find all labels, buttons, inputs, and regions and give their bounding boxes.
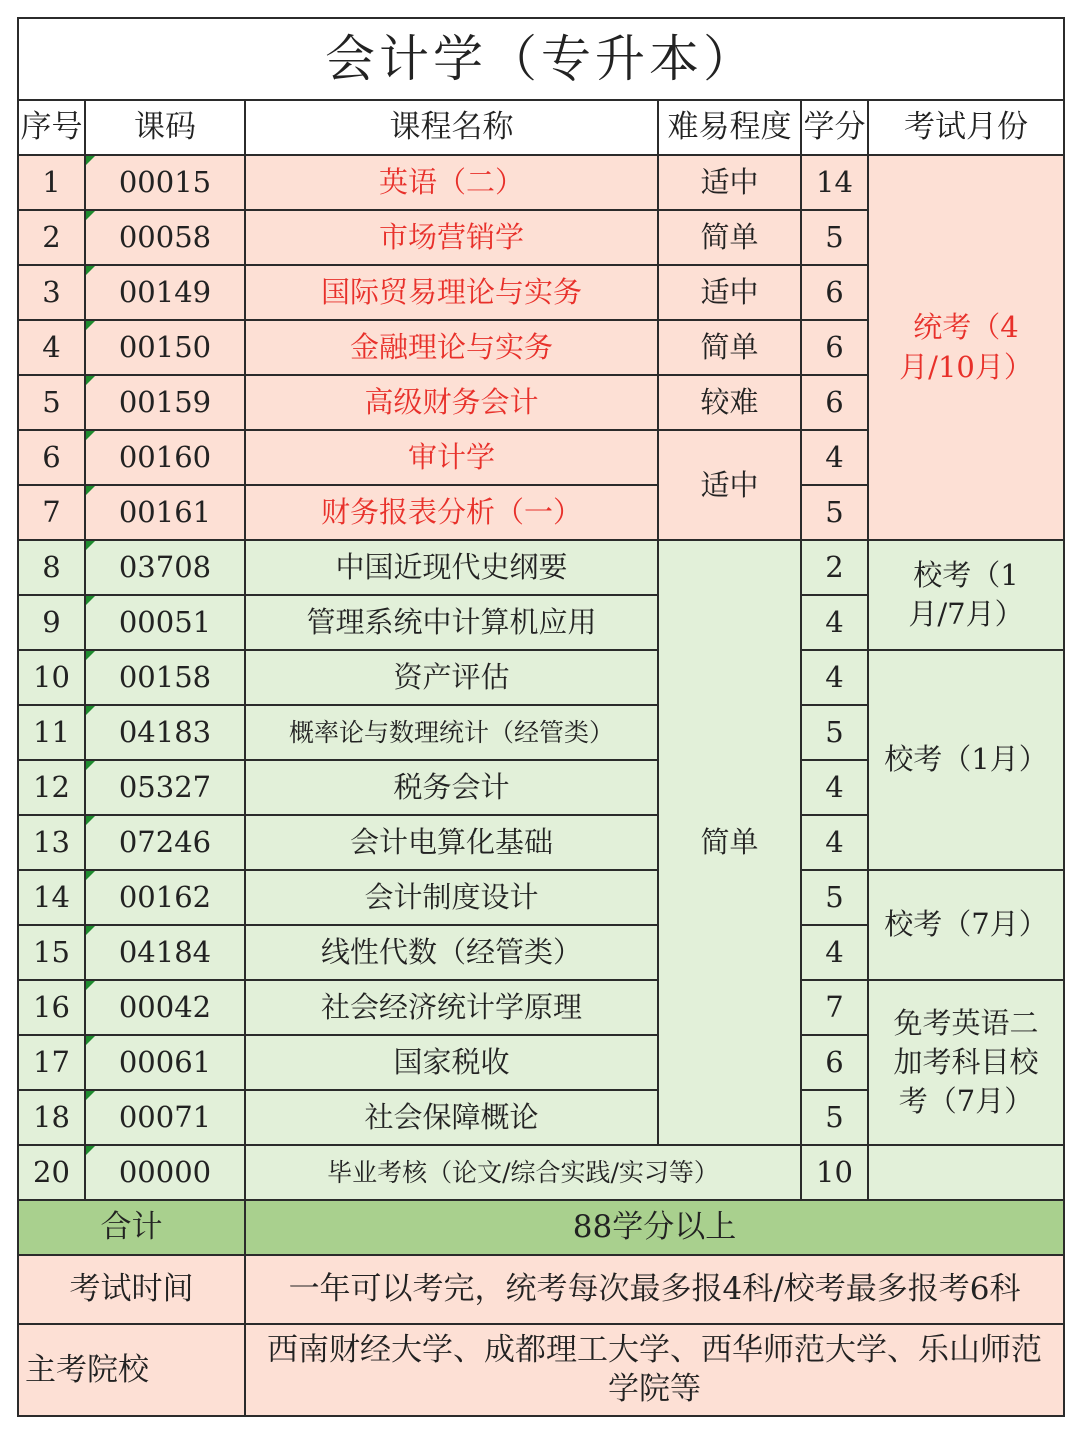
row-difficulty: 适中 (658, 430, 801, 540)
table-row (18, 650, 1064, 705)
table-row (18, 1145, 1064, 1200)
row-code: 00015 (85, 155, 245, 210)
row-code: 03708 (85, 540, 245, 595)
cell-marker-icon (86, 486, 95, 495)
cell-marker-icon (86, 1036, 95, 1045)
table-title: 会计学（专升本） (18, 18, 1064, 100)
row-code: 00159 (85, 375, 245, 430)
cell-marker-icon (86, 431, 95, 440)
row-code: 04184 (85, 925, 245, 980)
row-name: 国际贸易理论与实务 (245, 265, 658, 320)
cell-marker-icon (86, 926, 95, 935)
school-row (18, 1324, 1064, 1416)
row-credit: 4 (801, 595, 868, 650)
row-name: 高级财务会计 (245, 375, 658, 430)
row-name: 中国近现代史纲要 (245, 540, 658, 595)
exam-time-label: 考试时间 (18, 1255, 245, 1324)
cell-marker-icon (86, 1091, 95, 1100)
row-no: 20 (18, 1145, 85, 1200)
row-credit: 6 (801, 375, 868, 430)
row-name: 财务报表分析（一） (245, 485, 658, 540)
row-no: 10 (18, 650, 85, 705)
row-difficulty: 简单 (658, 540, 801, 1145)
row-name: 资产评估 (245, 650, 658, 705)
cell-marker-icon (86, 816, 95, 825)
row-code: 07246 (85, 815, 245, 870)
row-no: 5 (18, 375, 85, 430)
row-no: 9 (18, 595, 85, 650)
row-credit: 5 (801, 870, 868, 925)
row-credit: 5 (801, 705, 868, 760)
row-difficulty: 适中 (658, 265, 801, 320)
row-difficulty: 较难 (658, 375, 801, 430)
exam-month-unified: 统考（4月/10月） (868, 155, 1064, 540)
row-credit: 6 (801, 265, 868, 320)
row-name: 金融理论与实务 (245, 320, 658, 375)
table-row (18, 540, 1064, 595)
cell-marker-icon (86, 871, 95, 880)
row-credit: 4 (801, 760, 868, 815)
row-credit: 5 (801, 210, 868, 265)
row-code: 00042 (85, 980, 245, 1035)
row-credit: 4 (801, 650, 868, 705)
row-difficulty: 简单 (658, 320, 801, 375)
cell-marker-icon (86, 321, 95, 330)
row-no: 11 (18, 705, 85, 760)
total-label: 合计 (18, 1200, 245, 1255)
row-credit: 4 (801, 430, 868, 485)
row-no: 7 (18, 485, 85, 540)
cell-marker-icon (86, 706, 95, 715)
row-no: 12 (18, 760, 85, 815)
row-code: 00000 (85, 1145, 245, 1200)
row-no: 3 (18, 265, 85, 320)
row-credit: 5 (801, 1090, 868, 1145)
row-name: 会计电算化基础 (245, 815, 658, 870)
row-credit: 6 (801, 1035, 868, 1090)
header-code: 课码 (85, 100, 245, 155)
row-no: 14 (18, 870, 85, 925)
row-no: 16 (18, 980, 85, 1035)
row-code: 00061 (85, 1035, 245, 1090)
exam-month-school-jul: 校考（7月） (868, 870, 1064, 980)
row-name: 税务会计 (245, 760, 658, 815)
row-no: 6 (18, 430, 85, 485)
row-code: 05327 (85, 760, 245, 815)
header-row (18, 100, 1064, 155)
cell-marker-icon (86, 651, 95, 660)
row-name: 国家税收 (245, 1035, 658, 1090)
table-row (18, 870, 1064, 925)
row-code: 00051 (85, 595, 245, 650)
row-code: 00162 (85, 870, 245, 925)
school-label: 主考院校 (18, 1324, 245, 1416)
row-difficulty: 适中 (658, 155, 801, 210)
header-no: 序号 (18, 100, 85, 155)
course-table-sheet (17, 17, 1063, 1422)
table-row (18, 155, 1064, 210)
header-difficulty: 难易程度 (658, 100, 801, 155)
row-name: 会计制度设计 (245, 870, 658, 925)
row-code: 00149 (85, 265, 245, 320)
row-code: 00071 (85, 1090, 245, 1145)
total-row (18, 1200, 1064, 1255)
school-value: 西南财经大学、成都理工大学、西华师范大学、乐山师范学院等 (245, 1324, 1064, 1416)
header-name: 课程名称 (245, 100, 658, 155)
exam-month-exempt: 免考英语二加考科目校考（7月） (868, 980, 1064, 1145)
row-credit: 4 (801, 925, 868, 980)
cell-marker-icon (86, 1146, 95, 1155)
exam-time-value: 一年可以考完，统考每次最多报4科/校考最多报考6科 (245, 1255, 1064, 1324)
row-no: 2 (18, 210, 85, 265)
row-credit: 14 (801, 155, 868, 210)
exam-month-empty (868, 1145, 1064, 1200)
row-no: 15 (18, 925, 85, 980)
row-credit: 2 (801, 540, 868, 595)
row-no: 18 (18, 1090, 85, 1145)
total-value: 88学分以上 (245, 1200, 1064, 1255)
row-name: 社会经济统计学原理 (245, 980, 658, 1035)
row-no: 1 (18, 155, 85, 210)
row-code: 04183 (85, 705, 245, 760)
cell-marker-icon (86, 981, 95, 990)
row-credit: 6 (801, 320, 868, 375)
course-table (17, 17, 1065, 1417)
row-name: 市场营销学 (245, 210, 658, 265)
row-name: 概率论与数理统计（经管类） (245, 705, 658, 760)
row-code: 00160 (85, 430, 245, 485)
row-code: 00150 (85, 320, 245, 375)
cell-marker-icon (86, 156, 95, 165)
cell-marker-icon (86, 266, 95, 275)
header-credit: 学分 (801, 100, 868, 155)
row-no: 13 (18, 815, 85, 870)
cell-marker-icon (86, 211, 95, 220)
cell-marker-icon (86, 596, 95, 605)
row-credit: 7 (801, 980, 868, 1035)
row-difficulty: 简单 (658, 210, 801, 265)
cell-marker-icon (86, 541, 95, 550)
header-month: 考试月份 (868, 100, 1064, 155)
row-code: 00158 (85, 650, 245, 705)
exam-time-row (18, 1255, 1064, 1324)
exam-month-school-jan: 校考（1月） (868, 650, 1064, 870)
exam-month-school-jan-jul: 校考（1月/7月） (868, 540, 1064, 650)
table-row (18, 980, 1064, 1035)
row-code: 00161 (85, 485, 245, 540)
row-code: 00058 (85, 210, 245, 265)
row-name: 毕业考核（论文/综合实践/实习等） (245, 1145, 801, 1200)
row-credit: 4 (801, 815, 868, 870)
row-no: 4 (18, 320, 85, 375)
row-credit: 5 (801, 485, 868, 540)
row-credit: 10 (801, 1145, 868, 1200)
row-name: 英语（二） (245, 155, 658, 210)
row-name: 审计学 (245, 430, 658, 485)
row-no: 17 (18, 1035, 85, 1090)
cell-marker-icon (86, 376, 95, 385)
row-no: 8 (18, 540, 85, 595)
cell-marker-icon (86, 761, 95, 770)
row-name: 社会保障概论 (245, 1090, 658, 1145)
row-name: 管理系统中计算机应用 (245, 595, 658, 650)
row-name: 线性代数（经管类） (245, 925, 658, 980)
